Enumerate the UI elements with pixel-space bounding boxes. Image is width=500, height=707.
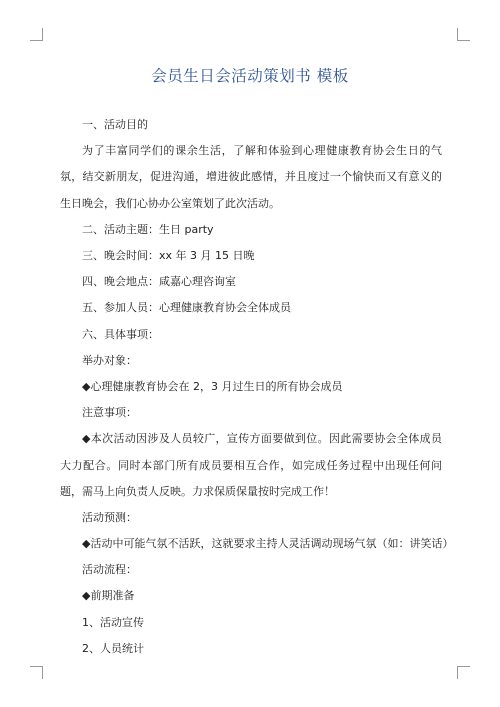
- forecast-label: 活动预测：: [82, 510, 137, 524]
- participants-line: 五、参加人员：心理健康教育协会全体成员: [82, 301, 291, 315]
- notes-paragraph: ◆本次活动因涉及人员较广，宣传方面要做到位。因此需要协会全体成员大力配合。同时本部门所有成员要相互合作，如完成任务过程中出现任何问题，需马上向负责人反映。力求保质保量按时完成工作！: [60, 432, 442, 498]
- crop-mark-top-right: [457, 28, 470, 41]
- step-2: 2、人员统计: [82, 641, 144, 655]
- location-line: 四、晚会地点：咸嘉心理咨询室: [82, 275, 236, 289]
- document-body: [60, 112, 454, 662]
- crop-mark-bottom-right: [457, 666, 470, 679]
- crop-mark-bottom-left: [30, 666, 43, 679]
- prep-heading: ◆前期准备: [82, 589, 135, 603]
- details-heading: 六、具体事项：: [82, 327, 159, 341]
- purpose-heading: 一、活动目的: [82, 118, 148, 131]
- document-title: 会员生日会活动策划书 模板: [151, 67, 349, 85]
- crop-mark-top-left: [30, 28, 43, 41]
- flow-label: 活动流程：: [82, 563, 137, 577]
- purpose-paragraph: 为了丰富同学们的课余生活，了解和体验到心理健康教育协会生日的气氛，结交新朋友，促进沟通，增进彼此感情，并且度过一个愉快而又有意义的生日晚会，我们心协办公室策划了此次活动。: [60, 144, 442, 210]
- step-1: 1、活动宣传: [82, 615, 144, 629]
- organizer-item: ◆心理健康教育协会在 2，3 月过生日的所有协会成员: [82, 379, 343, 393]
- time-line: 三、晚会时间：xx 年 3 月 15 日晚: [82, 248, 255, 262]
- notes-label: 注意事项：: [82, 406, 137, 420]
- theme-line: 二、活动主题：生日 party: [82, 222, 214, 236]
- forecast-item: ◆活动中可能气氛不活跃，这就要求主持人灵活调动现场气氛（如：讲笑话）: [82, 537, 454, 551]
- organizer-label: 举办对象：: [82, 353, 137, 367]
